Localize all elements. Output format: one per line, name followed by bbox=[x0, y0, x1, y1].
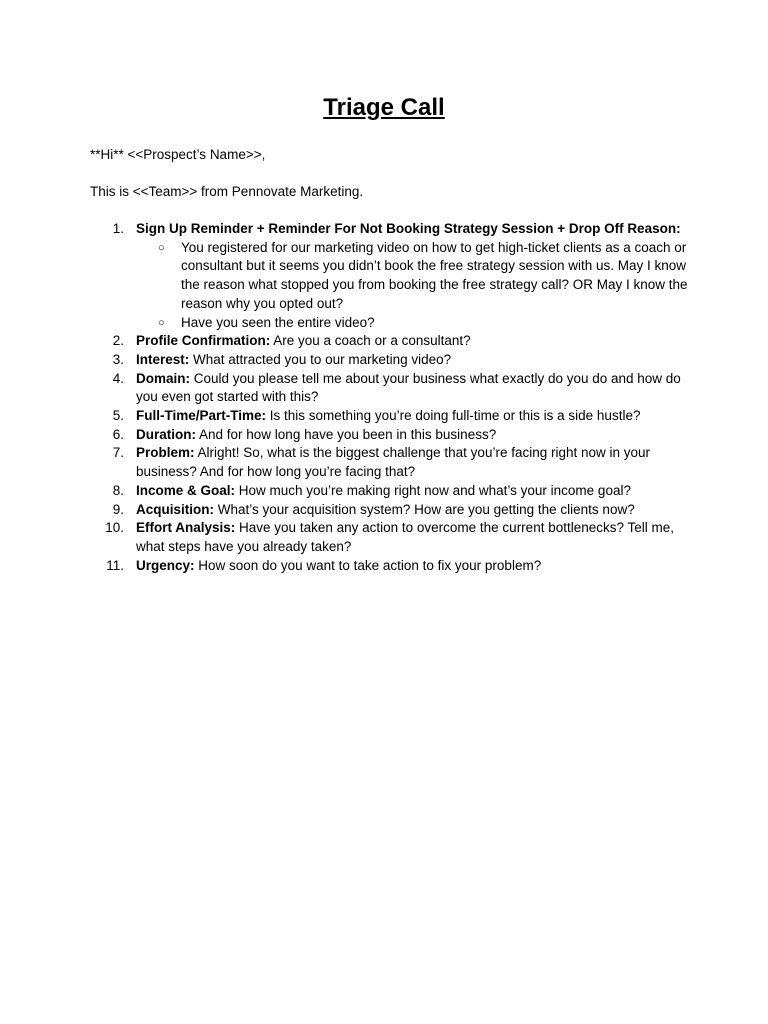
item-text: Is this something you’re doing full-time or this is a side hustle? bbox=[266, 408, 641, 424]
sub-list-item bbox=[136, 239, 690, 314]
item-number: 1. bbox=[112, 221, 124, 236]
list-item-7 bbox=[90, 444, 690, 481]
item-text: What attracted you to our marketing video? bbox=[189, 351, 452, 367]
item-label: Full-Time/Part-Time: bbox=[136, 408, 267, 424]
list-item-3 bbox=[90, 351, 690, 370]
question-list bbox=[90, 220, 690, 575]
item-text: What’s your acquisition system? How are you getting the clients now? bbox=[214, 501, 635, 517]
hollow-circle-bullet-icon: ○ bbox=[158, 241, 165, 254]
list-item-9 bbox=[90, 501, 690, 520]
item-label: Income & Goal: bbox=[136, 482, 236, 498]
sub-item-text: Have you seen the entire video? bbox=[181, 314, 375, 330]
list-item-4 bbox=[90, 370, 690, 407]
list-item-5 bbox=[90, 407, 690, 426]
list-item-8 bbox=[90, 482, 690, 501]
document-title: Triage Call bbox=[323, 94, 445, 121]
item-number: 6. bbox=[112, 426, 124, 442]
item-label: Profile Confirmation: bbox=[136, 333, 271, 349]
item-label: Domain: bbox=[136, 370, 190, 386]
list-item-11 bbox=[90, 557, 690, 576]
item-text: Are you a coach or a consultant? bbox=[270, 333, 471, 349]
list-item-6 bbox=[90, 426, 690, 445]
item-label: Problem: bbox=[136, 445, 195, 461]
item-number: 11. bbox=[106, 557, 124, 573]
item-number: 10. bbox=[105, 520, 124, 536]
item-text: How soon do you want to take action to fix your problem? bbox=[194, 557, 542, 573]
item-text: Have you taken any action to overcome the current bottlenecks? Tell me, what steps have you already taken? bbox=[136, 520, 675, 554]
list-item-10 bbox=[90, 519, 690, 556]
list-item-2 bbox=[90, 332, 690, 351]
hollow-circle-bullet-icon: ○ bbox=[158, 316, 165, 329]
item-label: Sign Up Reminder + Reminder For Not Booking Strategy Session + Drop Off Reason: bbox=[136, 221, 681, 236]
list-item-1 bbox=[90, 220, 690, 332]
item-number: 9. bbox=[112, 501, 124, 517]
item-label: Interest: bbox=[136, 351, 190, 367]
item-text: How much you’re making right now and what’s your income goal? bbox=[235, 482, 631, 498]
sub-list bbox=[136, 239, 690, 333]
sub-list-item bbox=[136, 314, 690, 333]
item-number: 2. bbox=[112, 333, 124, 349]
item-text: Could you please tell me about your business what exactly do you do and how do you even got started with this? bbox=[136, 370, 681, 405]
item-label: Acquisition: bbox=[136, 501, 214, 517]
item-label: Effort Analysis: bbox=[136, 520, 236, 536]
item-text: Alright! So, what is the biggest challenge that you’re facing right now in your business? And for how long you’re facing that? bbox=[136, 445, 651, 480]
greeting-line: **Hi** <<Prospect’s Name>>, bbox=[90, 147, 266, 162]
item-number: 8. bbox=[112, 482, 124, 498]
item-number: 5. bbox=[112, 408, 124, 424]
item-label: Urgency: bbox=[136, 557, 195, 573]
item-number: 4. bbox=[112, 370, 124, 386]
item-number: 3. bbox=[112, 351, 124, 367]
item-label: Duration: bbox=[136, 426, 196, 442]
sub-item-text: You registered for our marketing video on how to get high-ticket clients as a coach or consultant but it seems you didn’t book the free strategy session with us. May I know the reason what stopped you from booking the free strategy call? OR May I know the reason why you opted out? bbox=[181, 239, 688, 311]
intro-line: This is <<Team>> from Pennovate Marketing. bbox=[90, 184, 364, 199]
item-text: And for how long have you been in this business? bbox=[196, 426, 497, 442]
item-number: 7. bbox=[112, 445, 124, 461]
